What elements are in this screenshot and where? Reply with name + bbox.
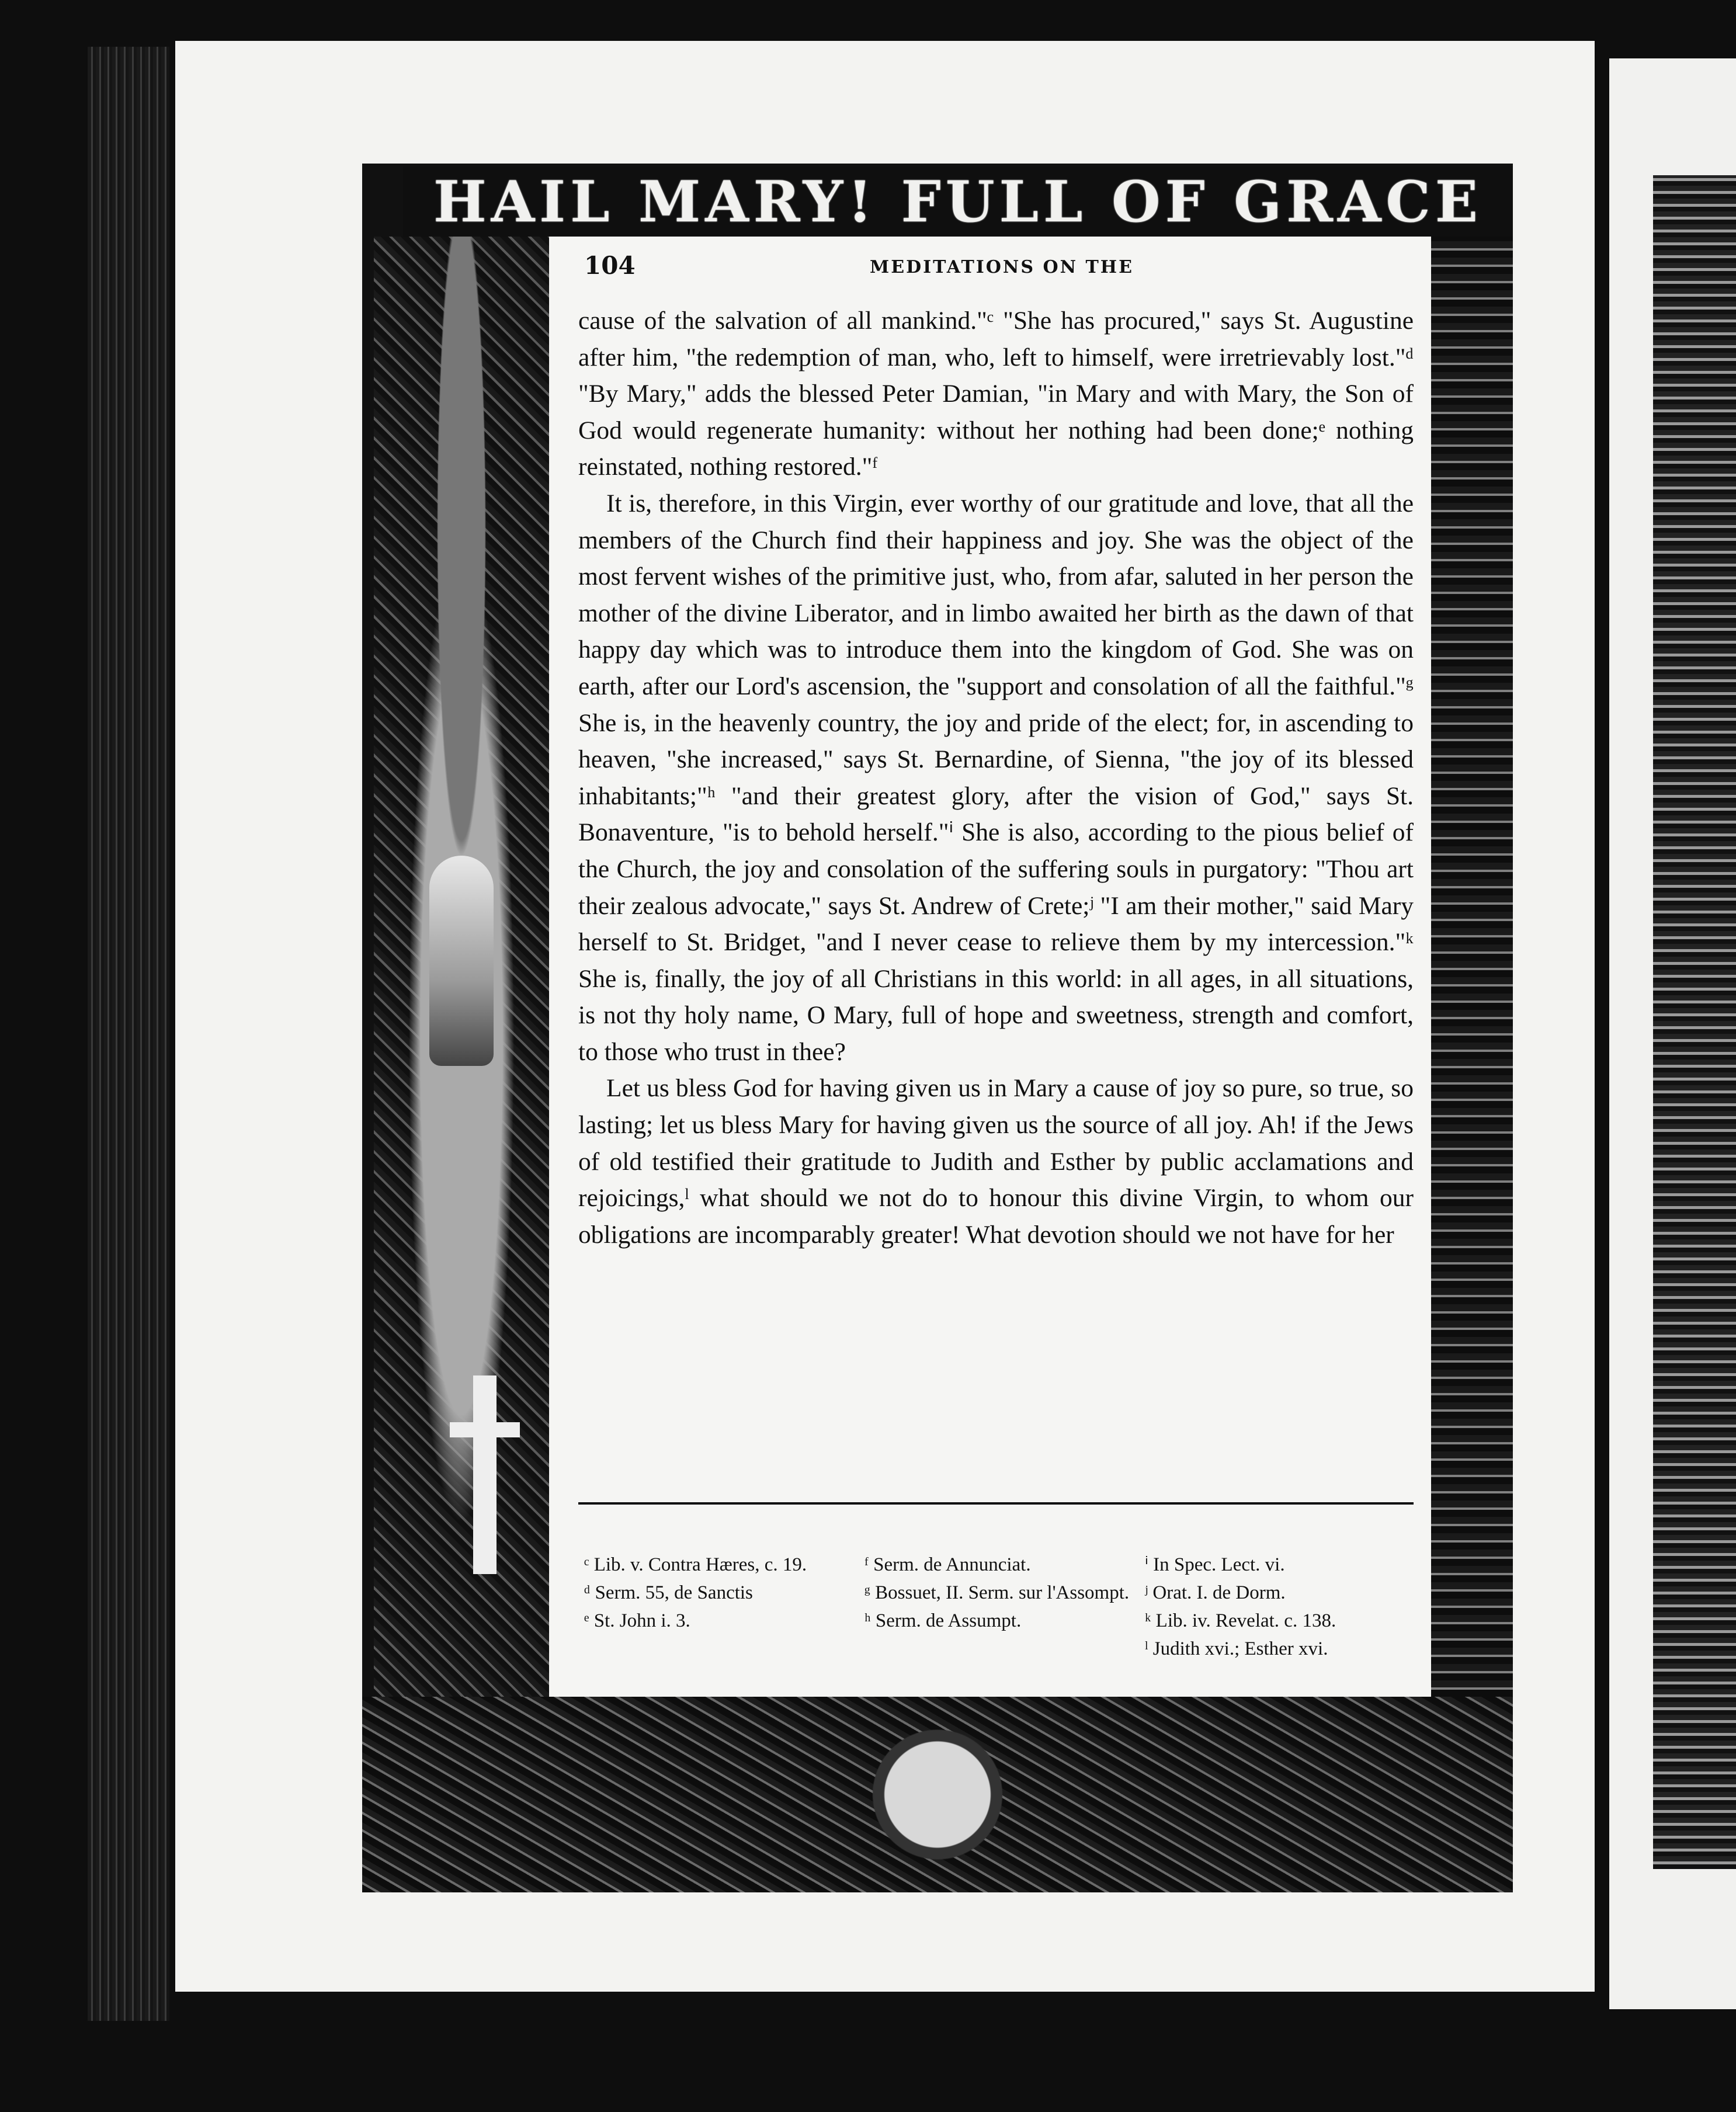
- left-illustrated-border: [374, 237, 549, 1697]
- footnote: ʰ Serm. de Assumpt.: [864, 1610, 1022, 1631]
- running-head: MEDITATIONS ON THE: [870, 257, 1134, 277]
- virgin-figure-illustration: [429, 856, 494, 1066]
- footnote-column: [1145, 1551, 1414, 1663]
- book-spine-edge: [88, 47, 169, 2021]
- page-number: 104: [584, 251, 636, 280]
- paragraph: Let us bless God for having given us in Mary a cause of joy so pure, so true, so lasting; let us bless Mary for having given us the source of all joy. Ah! if the Jews of old testified their gratitude to Judith and Esther by public acclamations and rejoicings,ˡ what should we not do to honour this divine Virgin, to whom our obligations are incomparably greater! What devotion should we not have for her: [578, 1074, 1414, 1249]
- footnote: ⁱ In Spec. Lect. vi.: [1145, 1554, 1285, 1575]
- footnote-rule: [578, 1502, 1414, 1505]
- right-ornamental-border: [1431, 237, 1513, 1697]
- cross-illustration: [473, 1375, 497, 1574]
- paragraph: It is, therefore, in this Virgin, ever worthy of our gratitude and love, that all the members of the Church find their happiness and joy. She was the object of the most fervent wishes of the primitive just, who, from afar, saluted in her person the mother of the divine Liberator, and in limbo awaited her birth as the dawn of that happy day which was to introduce them into the kingdom of God. She was on earth, after our Lord's ascension, the "support and consolation of all the faithful."ᵍ She is, in the heavenly country, the joy and pride of the elect; for, in ascending to heaven, "she increased," says St. Bernardine, of Sienna, "the joy of its blessed inhabitants;"ʰ "and their greatest glory, after the vision of God," says St. Bonaventure, "is to behold herself."ⁱ She is also, according to the pious belief of the Church, the joy and consolation of the suffering souls in purgatory: "Thou art their zealous advocate," says St. Andrew of Crete;ʲ "I am their mother," said Mary herself to St. Bridget, "and I never cease to relieve them by my intercession."ᵏ She is, finally, the joy of all Christians in this world: in all ages, in all situations, is not thy holy name, O Mary, full of hope and sweetness, strength and comfort, to those who trust in thee?: [578, 489, 1414, 1066]
- footnote: ˡ Judith xvi.; Esther xvi.: [1145, 1638, 1328, 1659]
- footnote: ᵉ St. John i. 3.: [584, 1610, 690, 1631]
- banner-title: HAIL MARY! FULL OF GRACE: [433, 168, 1482, 235]
- footnote: ᵍ Bossuet, II. Serm. sur l'Assompt.: [864, 1582, 1130, 1603]
- footnote: ᵈ Serm. 55, de Sanctis: [584, 1582, 753, 1603]
- title-banner: [403, 166, 1513, 237]
- footnote: ᵏ Lib. iv. Revelat. c. 138.: [1145, 1610, 1336, 1631]
- footnotes: [584, 1551, 1414, 1663]
- footnote: ᶜ Lib. v. Contra Hæres, c. 19.: [584, 1554, 807, 1575]
- footnote: ᶠ Serm. de Annunciat.: [864, 1554, 1031, 1575]
- page-header: [584, 251, 1419, 286]
- bottom-illustrated-border: [362, 1697, 1513, 1892]
- body-text: [578, 303, 1414, 1253]
- facing-page-ornamental-border: [1653, 175, 1736, 1869]
- footnote-column: [584, 1551, 853, 1663]
- footnote: ʲ Orat. I. de Dorm.: [1145, 1582, 1286, 1603]
- footnote-column: [864, 1551, 1133, 1663]
- paragraph: cause of the salvation of all mankind."ᶜ "She has procured," says St. Augustine after him, "the redemption of man, who, left to himself, were irretrievably lost."ᵈ "By Mary," adds the blessed Peter Damian, "in Mary and with Mary, the Son of God would regenerate humanity: without her nothing had been done;ᵉ nothing reinstated, nothing restored."ᶠ: [578, 307, 1414, 481]
